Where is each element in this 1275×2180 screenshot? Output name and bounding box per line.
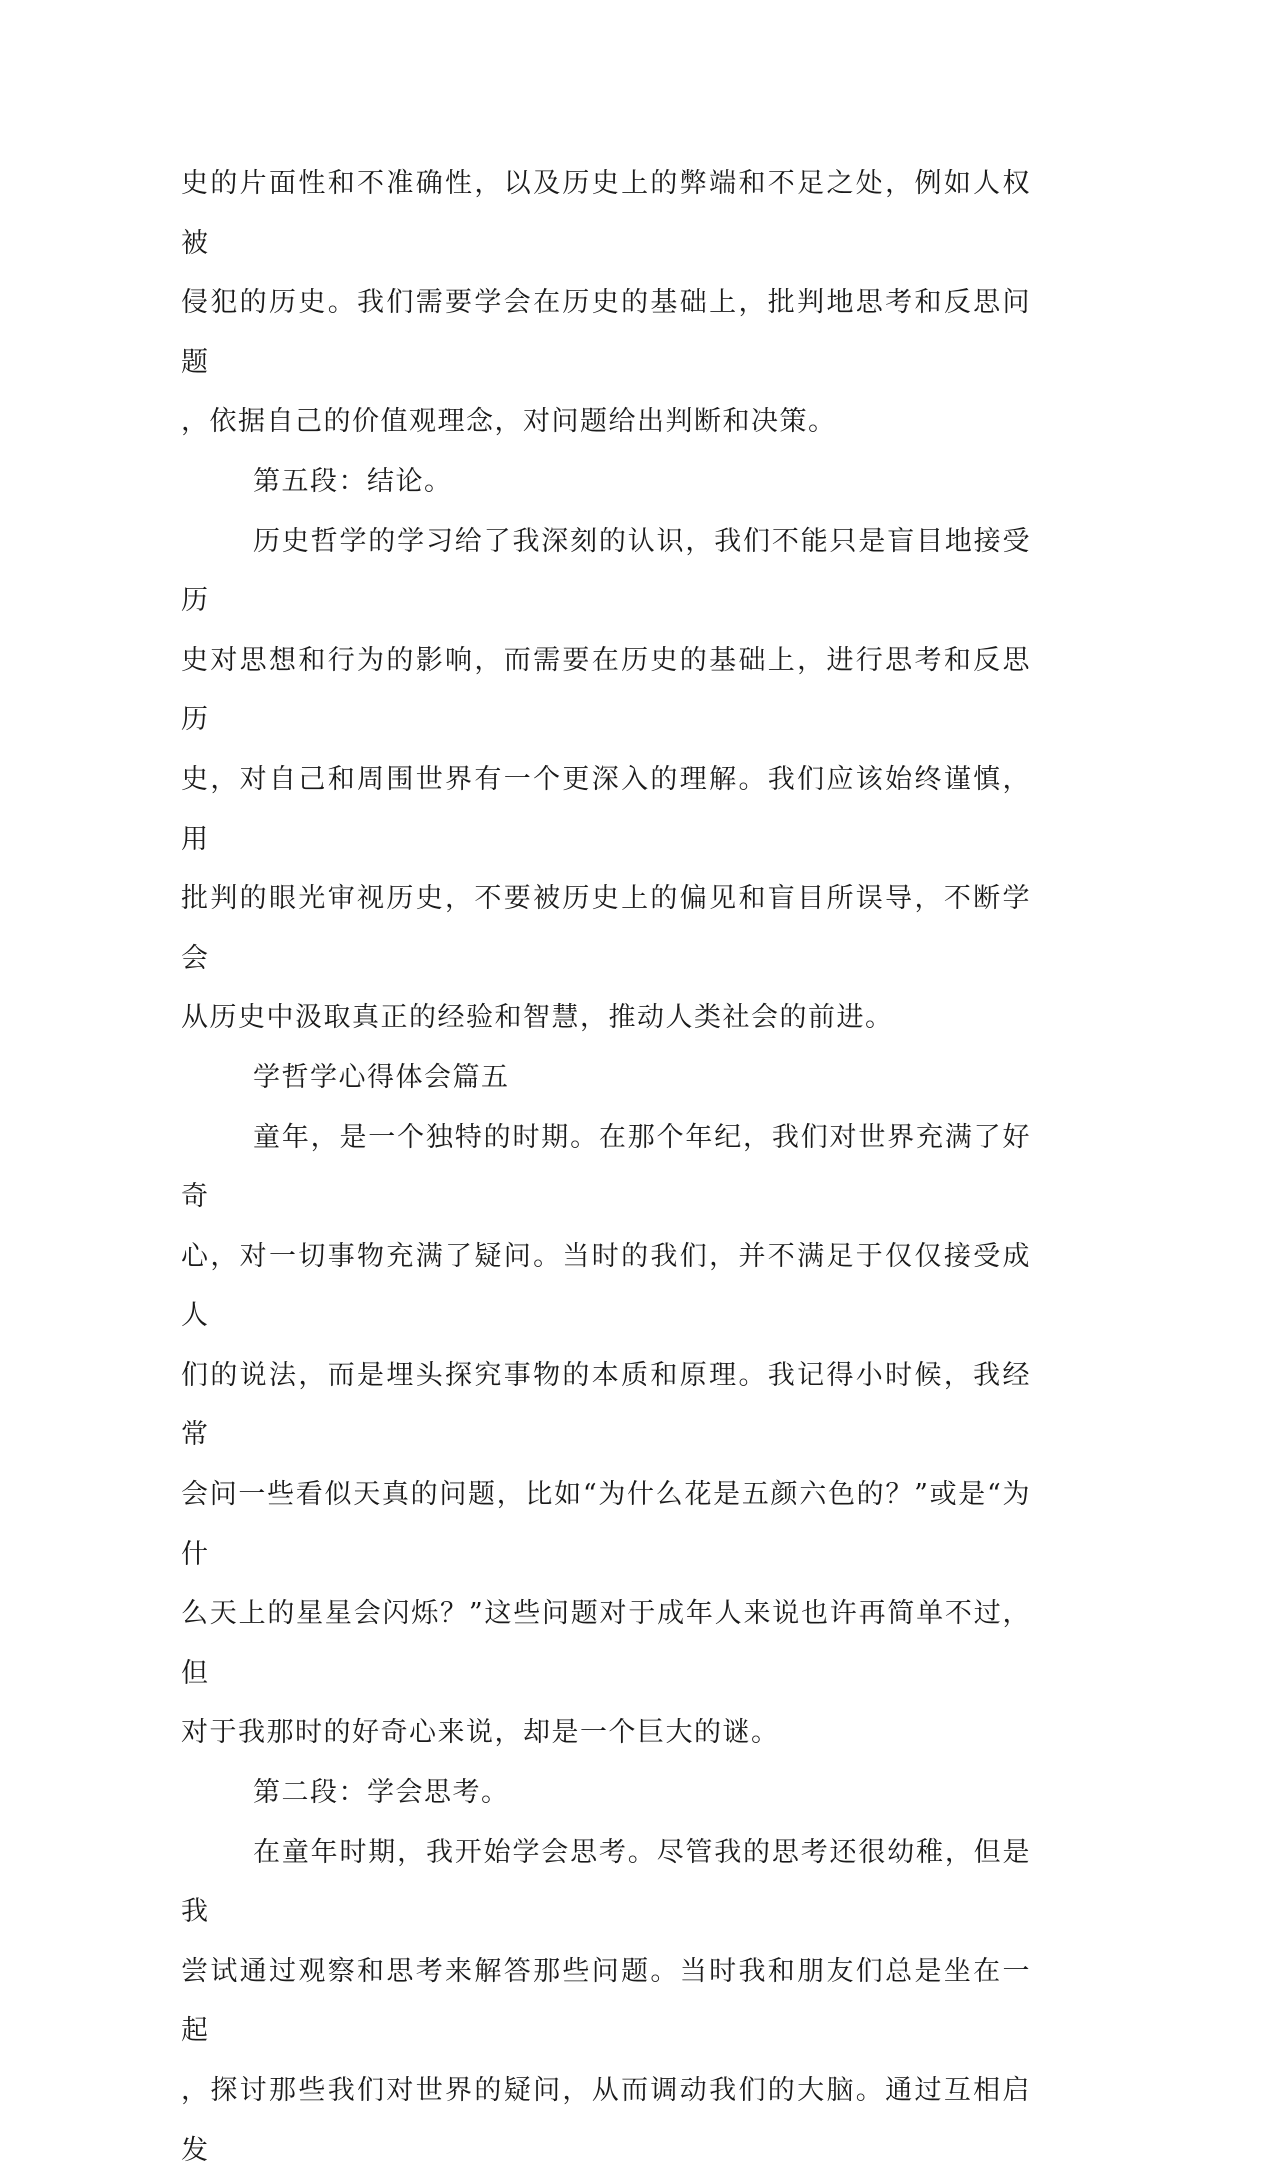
document-body xyxy=(181,154,1031,2180)
text-line: 侵犯的历史。我们需要学会在历史的基础上，批判地思考和反思问题 xyxy=(181,287,1031,378)
article-title-part5 xyxy=(181,1048,1031,1108)
section-heading-part5 xyxy=(181,452,1031,512)
paragraph-learning-to-think xyxy=(181,1823,1031,2180)
text-line: 史对思想和行为的影响，而需要在历史的基础上，进行思考和反思历 xyxy=(181,644,1031,736)
text-line: 史，对自己和周围世界有一个更深入的理解。我们应该始终谨慎，用 xyxy=(181,763,1031,855)
text-line: 心，对一切事物充满了疑问。当时的我们，并不满足于仅仅接受成人 xyxy=(181,1240,1031,1332)
paragraph-continuation xyxy=(181,154,1031,452)
paragraph-conclusion xyxy=(181,512,1031,1048)
paragraph-childhood xyxy=(181,1108,1031,1764)
text-line: 从历史中汲取真正的经验和智慧，推动人类社会的前进。 xyxy=(181,1002,894,1034)
text-line: 们的说法，而是埋头探究事物的本质和原理。我记得小时候，我经常 xyxy=(181,1359,1031,1451)
text-line: 尝试通过观察和思考来解答那些问题。当时我和朋友们总是坐在一起 xyxy=(181,1955,1031,2047)
text-line: 么天上的星星会闪烁？”这些问题对于成年人来说也许再简单不过，但 xyxy=(181,1598,1031,1689)
text-line: ，依据自己的价值观理念，对问题给出判断和决策。 xyxy=(181,406,837,438)
text-line: ，探讨那些我们对世界的疑问，从而调动我们的大脑。通过互相启发 xyxy=(181,2075,1031,2166)
text-line: 第二段：学会思考。 xyxy=(253,1777,510,1809)
text-line: 学哲学心得体会篇五 xyxy=(253,1061,510,1093)
text-line: 史的片面性和不准确性，以及历史上的弊端和不足之处，例如人权被 xyxy=(181,168,1031,259)
text-line: 历史哲学的学习给了我深刻的认识，我们不能只是盲目地接受历 xyxy=(181,525,1031,617)
text-line: 在童年时期，我开始学会思考。尽管我的思考还很幼稚，但是我 xyxy=(181,1836,1031,1928)
text-line: 对于我那时的好奇心来说，却是一个巨大的谜。 xyxy=(181,1717,780,1749)
text-line: 会问一些看似天真的问题，比如“为什么花是五颜六色的？”或是“为什 xyxy=(181,1479,1031,1570)
text-line: 批判的眼光审视历史，不要被历史上的偏见和盲目所误导，不断学会 xyxy=(181,883,1031,974)
text-line: 第五段：结论。 xyxy=(253,465,453,497)
section-heading-part2 xyxy=(181,1763,1031,1823)
text-line: 童年，是一个独特的时期。在那个年纪，我们对世界充满了好奇 xyxy=(181,1121,1031,1213)
